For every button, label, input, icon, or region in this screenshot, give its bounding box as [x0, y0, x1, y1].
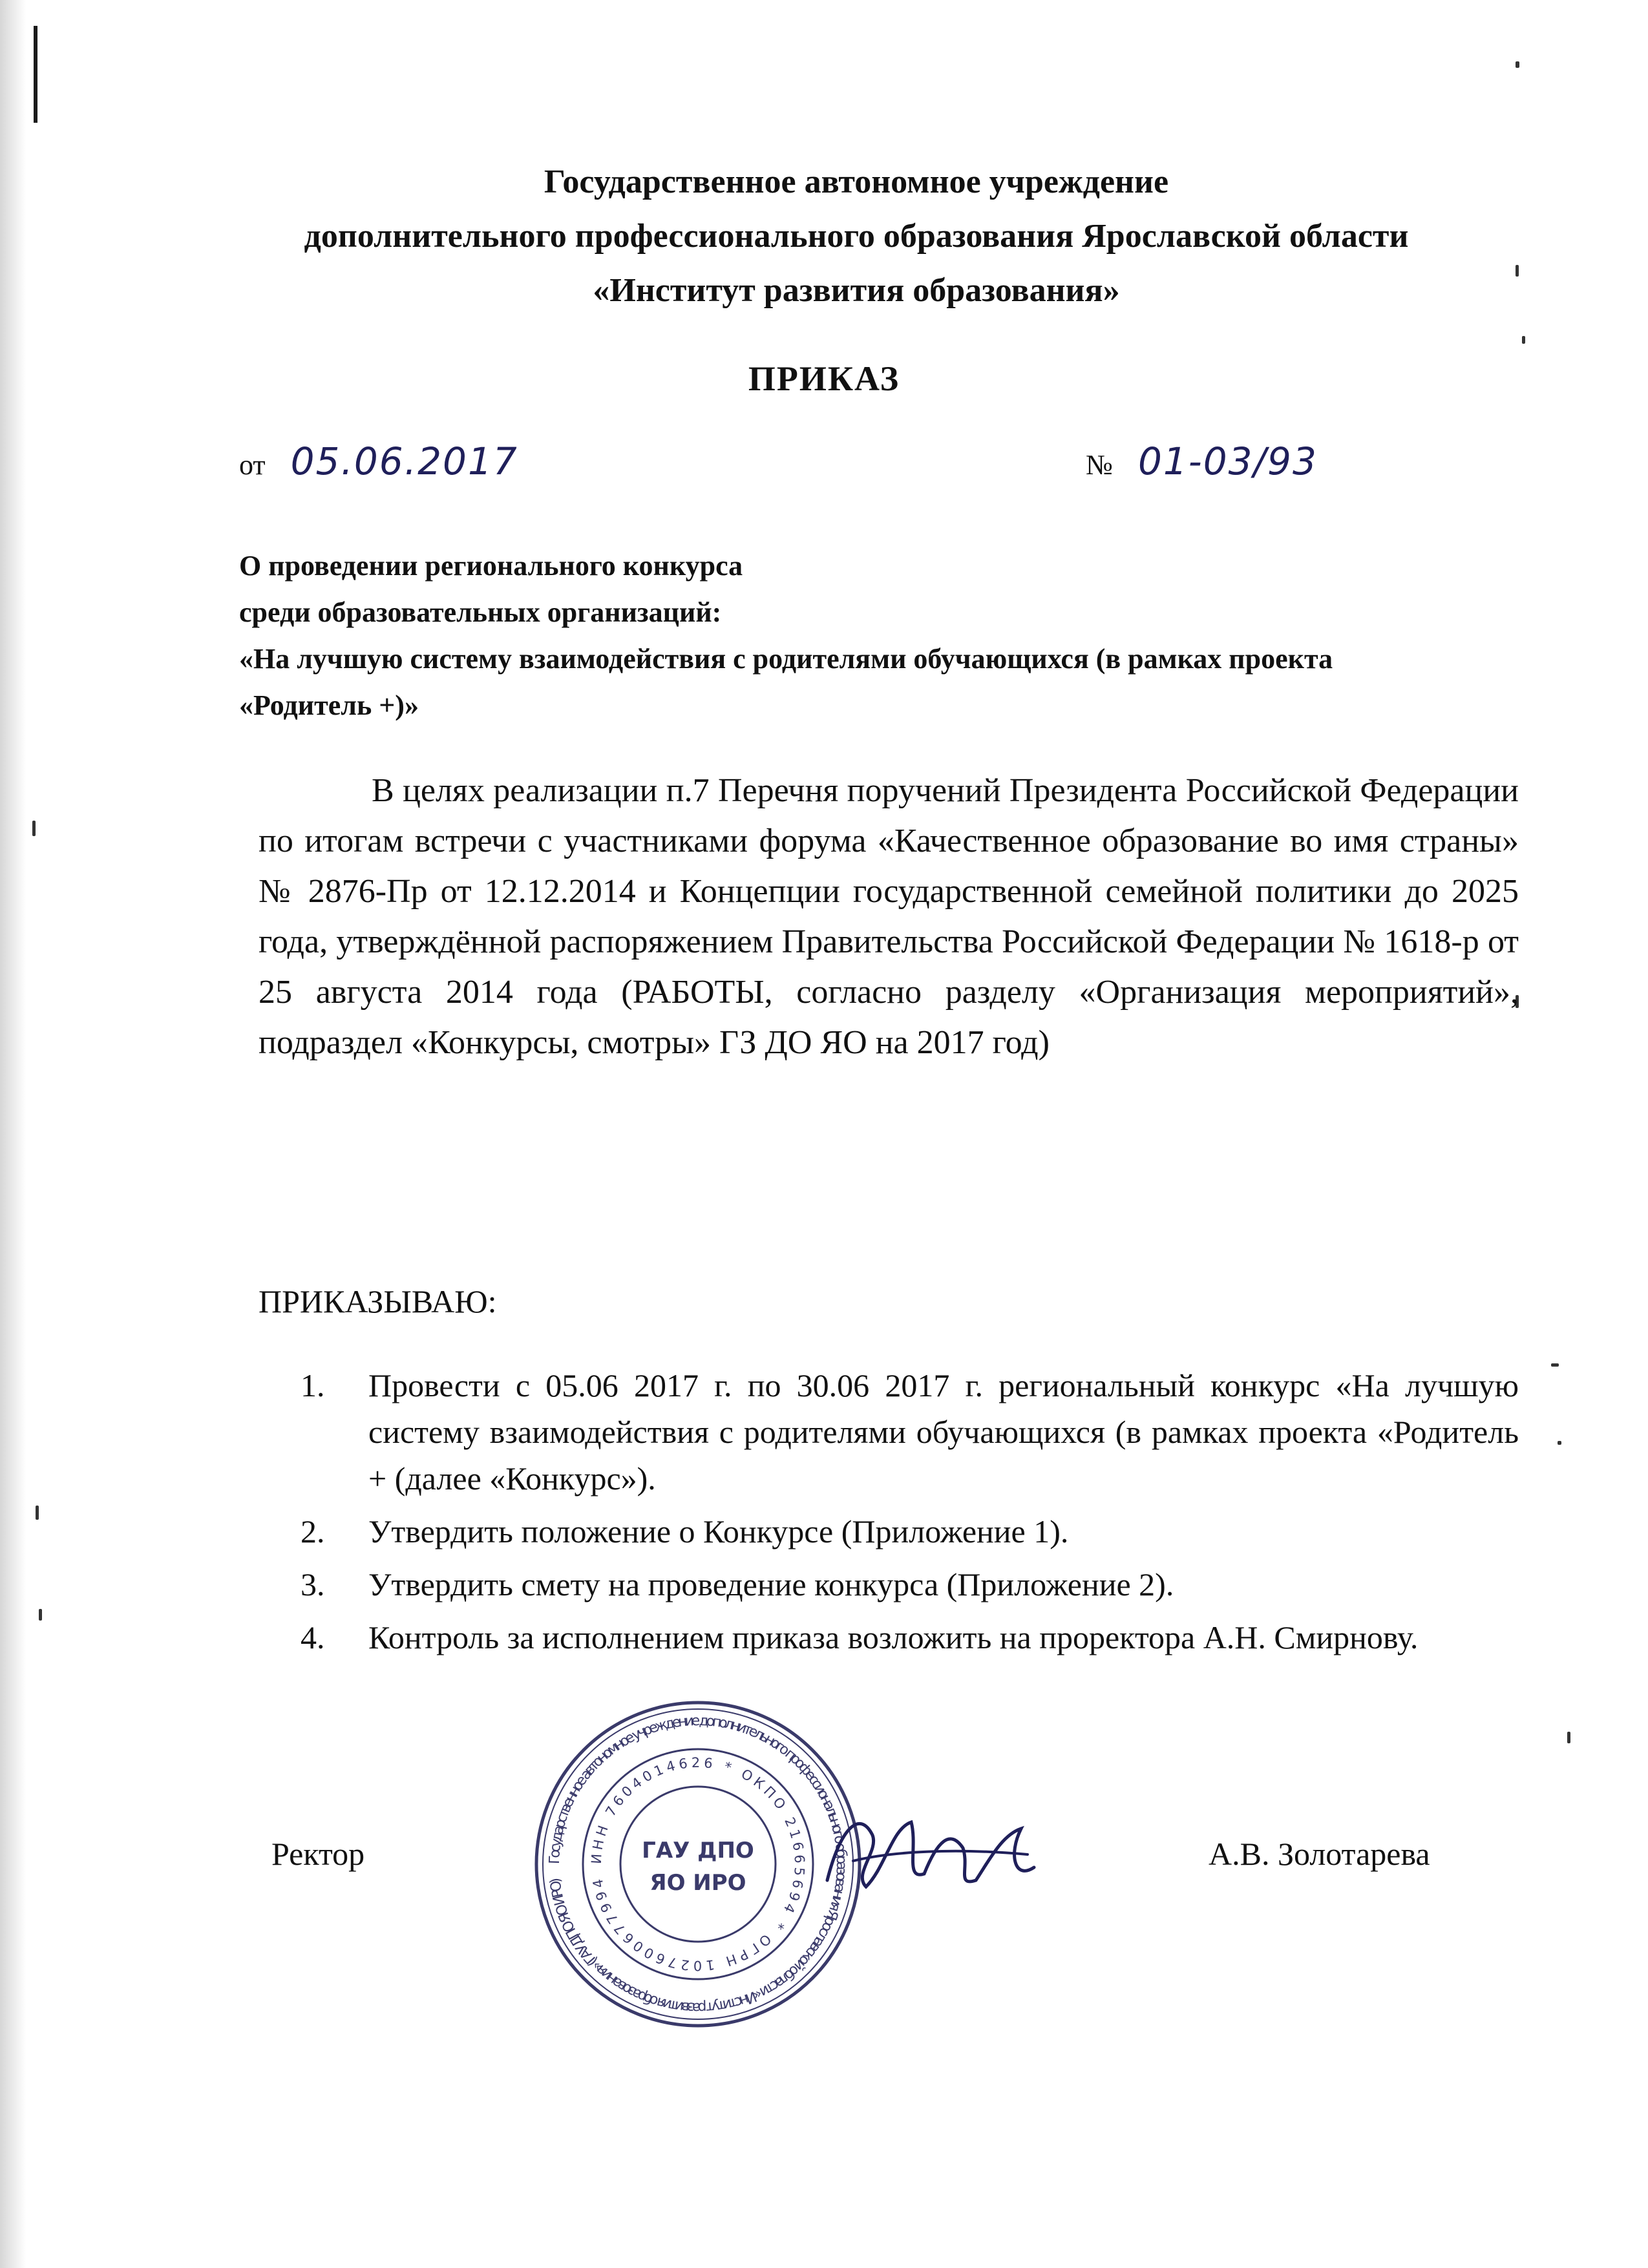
order-item: [301, 1561, 1519, 1608]
order-item-text: Провести с 05.06 2017 г. по 30.06 2017 г. региональный конкурс «На лучшую систему взаимодействия с родителями обучающихся (в рамках проекта «Родитель + (далее «Конкурс»).: [368, 1367, 1519, 1496]
handwritten-date: 05.06.2017: [290, 439, 518, 483]
order-item: [301, 1614, 1519, 1661]
scan-speck: [36, 1506, 39, 1520]
header-line-3: «Институт развития образования»: [593, 272, 1120, 309]
scan-speck: [1567, 1732, 1570, 1743]
order-item: [301, 1362, 1519, 1502]
preamble-paragraph: В целях реализации п.7 Перечня поручений Президента Российской Федерации по итогам встречи с участниками форума «Качественное образование во имя страны» № 2876-Пр от 12.12.2014 и Концепции государственной семейной политики до 2025 года, утверждённой распоряжением Правительства Российской Федерации № 1618-р от 25 августа 2014 года (РАБОТЫ, согласно разделу «Организация мероприятий», подраздел «Конкурсы, смотры» ГЗ ДО ЯО на 2017 год): [259, 772, 1519, 1061]
stamp-outer-text: Государственное автономное учреждение дополнительного профессионального образования Ярославской области «Институт развития образования» (ГАУ ДПО ЯО ИРО): [546, 1712, 850, 2016]
orders-heading: ПРИКАЗЫВАЮ:: [259, 1283, 497, 1319]
stamp-center-line-2: ЯО ИРО: [650, 1870, 746, 1896]
scan-speck: [1522, 336, 1525, 344]
header-line-2: дополнительного профессионального образования Ярославской области: [304, 218, 1409, 255]
order-item-number: 4.: [301, 1619, 325, 1655]
order-item-text: Контроль за исполнением приказа возложить на проректора А.Н. Смирнову.: [368, 1619, 1419, 1655]
date-prefix: от: [239, 449, 266, 481]
order-number: [1086, 439, 1318, 483]
document-title: ПРИКАЗ: [748, 359, 900, 398]
order-date: [239, 439, 518, 483]
subject-line-1: О проведении регионального конкурса: [239, 550, 743, 582]
number-prefix: №: [1086, 449, 1113, 481]
handwritten-signature: [814, 1790, 1047, 1906]
scan-edge-shadow: [0, 0, 26, 2268]
order-item: [301, 1508, 1519, 1555]
stamp-inner-text: ИНН 7604014626 * ОКПО 21665694 * ОГРН 1027600677994: [588, 1754, 808, 1974]
organization-header: [194, 155, 1519, 318]
subject-line-2: среди образовательных организаций:: [239, 596, 722, 628]
order-subject: [239, 543, 1519, 729]
handwritten-number: 01-03/93: [1137, 439, 1318, 483]
order-item-text: Утвердить смету на проведение конкурса (Приложение 2).: [368, 1566, 1174, 1602]
stamp-center-line-1: ГАУ ДПО: [642, 1838, 754, 1864]
orders-list: [301, 1362, 1519, 1667]
order-item-text: Утвердить положение о Конкурсе (Приложение 1).: [368, 1513, 1069, 1549]
order-item-number: 3.: [301, 1566, 325, 1602]
scan-speck: [1558, 1441, 1561, 1445]
order-item-number: 1.: [301, 1367, 325, 1403]
scan-speck: [1516, 61, 1519, 68]
subject-line-4: «Родитель +)»: [239, 689, 419, 721]
subject-line-3: «На лучшую систему взаимодействия с родителями обучающихся (в рамках проекта: [239, 643, 1333, 675]
signatory-name: А.В. Золотарева: [1209, 1836, 1430, 1872]
scan-left-mark: [34, 26, 37, 123]
scan-speck: [39, 1609, 42, 1621]
order-item-number: 2.: [301, 1513, 325, 1549]
scan-speck: [1551, 1363, 1559, 1367]
signatory-role: Ректор: [271, 1836, 365, 1872]
header-line-1: Государственное автономное учреждение: [544, 163, 1169, 200]
scan-speck: [32, 821, 36, 836]
